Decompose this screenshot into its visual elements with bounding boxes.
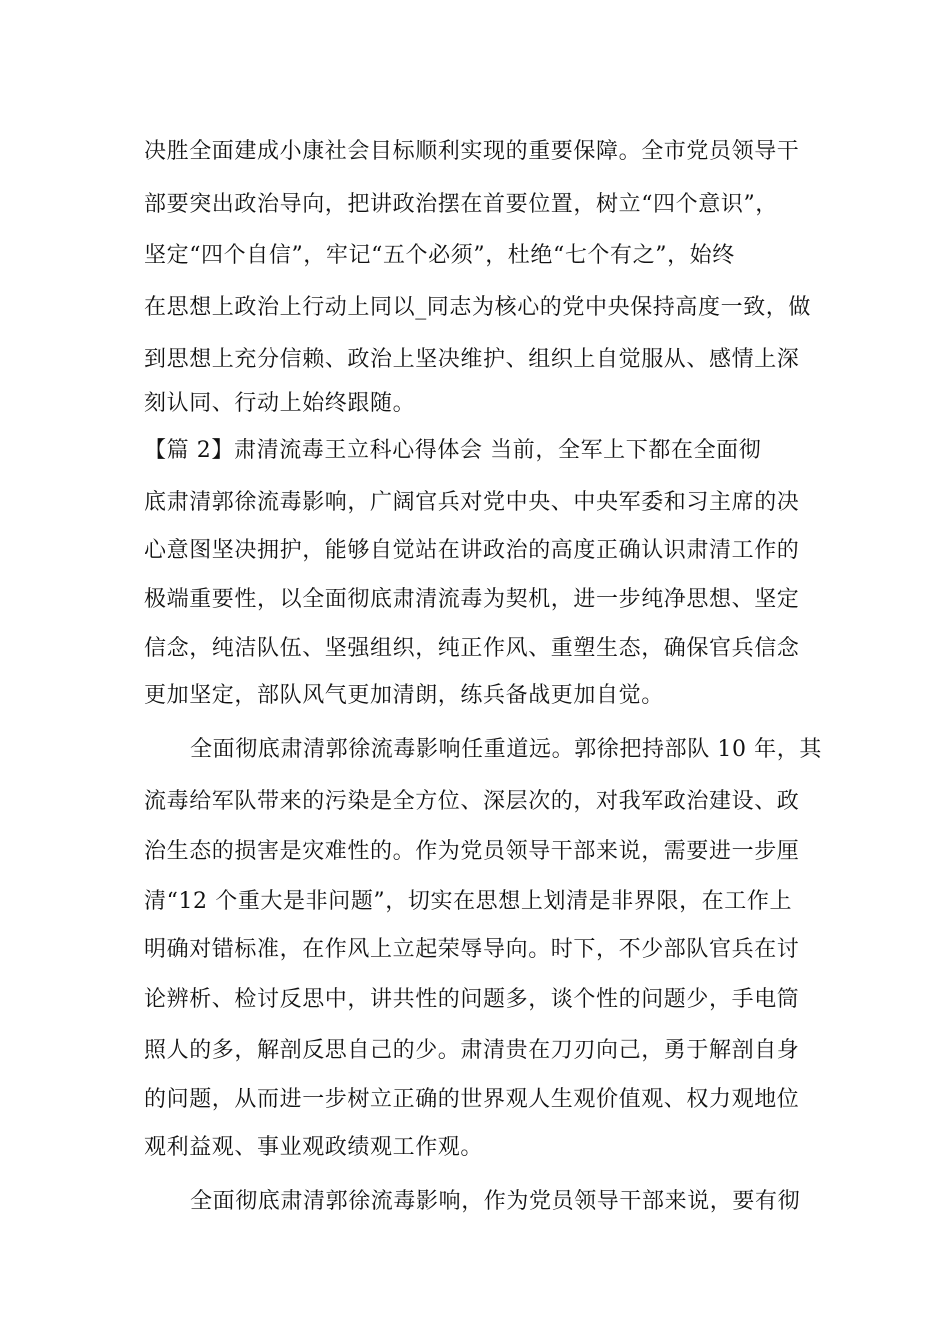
text-line-8: 底肃清郭徐流毒影响，广阔官兵对党中央、中央军委和习主席的决 [144, 490, 800, 515]
text-line-20: 的问题，从而进一步树立正确的世界观人生观价值观、权力观地位 [144, 1087, 800, 1112]
paragraph-start-line-2: 全面彻底肃清郭徐流毒影响，作为党员领导干部来说，要有彻 [190, 1189, 801, 1214]
text-line-18: 论辨析、检讨反思中，讲共性的问题多，谈个性的问题少，手电筒 [144, 987, 800, 1012]
text-line-10: 极端重要性，以全面彻底肃清流毒为契机，进一步纯净思想、坚定 [144, 587, 800, 612]
text-line-19: 照人的多，解剖反思自己的少。肃清贵在刀刃向己，勇于解剖自身 [144, 1038, 800, 1063]
text-line-21: 观利益观、事业观政绩观工作观。 [144, 1135, 484, 1160]
text-line-17: 明确对错标准，在作风上立起荣辱导向。时下，不少部队官兵在讨 [144, 937, 800, 962]
text-line-5: 到思想上充分信赖、政治上坚决维护、组织上自觉服从、感情上深 [144, 347, 800, 372]
paragraph-start-line: 全面彻底肃清郭徐流毒影响任重道远。郭徐把持部队 10 年，其 [190, 737, 822, 762]
text-line-15: 治生态的损害是灾难性的。作为党员领导干部来说，需要进一步厘 [144, 839, 800, 864]
section-heading-line: 【篇 2】肃清流毒王立科心得体会 当前，全军上下都在全面彻 [144, 438, 762, 463]
text-line-6: 刻认同、行动上始终跟随。 [144, 391, 416, 416]
text-line-2: 部要突出政治导向，把讲政治摆在首要位置，树立“四个意识”， [144, 192, 778, 217]
text-line-3: 坚定“四个自信”，牢记“五个必须”，杜绝“七个有之”，始终 [144, 243, 735, 268]
text-line-9: 心意图坚决拥护，能够自觉站在讲政治的高度正确认识肃清工作的 [144, 538, 800, 563]
text-line-16: 清“12 个重大是非问题”，切实在思想上划清是非界限，在工作上 [144, 889, 793, 914]
text-line-11: 信念，纯洁队伍、坚强组织，纯正作风、重塑生态，确保官兵信念 [144, 636, 800, 661]
text-line-1: 决胜全面建成小康社会目标顺利实现的重要保障。全市党员领导干 [144, 139, 800, 164]
text-line-14: 流毒给军队带来的污染是全方位、深层次的，对我军政治建设、政 [144, 789, 800, 814]
text-line-4: 在思想上政治上行动上同以_同志为核心的党中央保持高度一致，做 [144, 295, 812, 320]
text-line-12: 更加坚定，部队风气更加清朗，练兵备战更加自觉。 [144, 683, 664, 708]
